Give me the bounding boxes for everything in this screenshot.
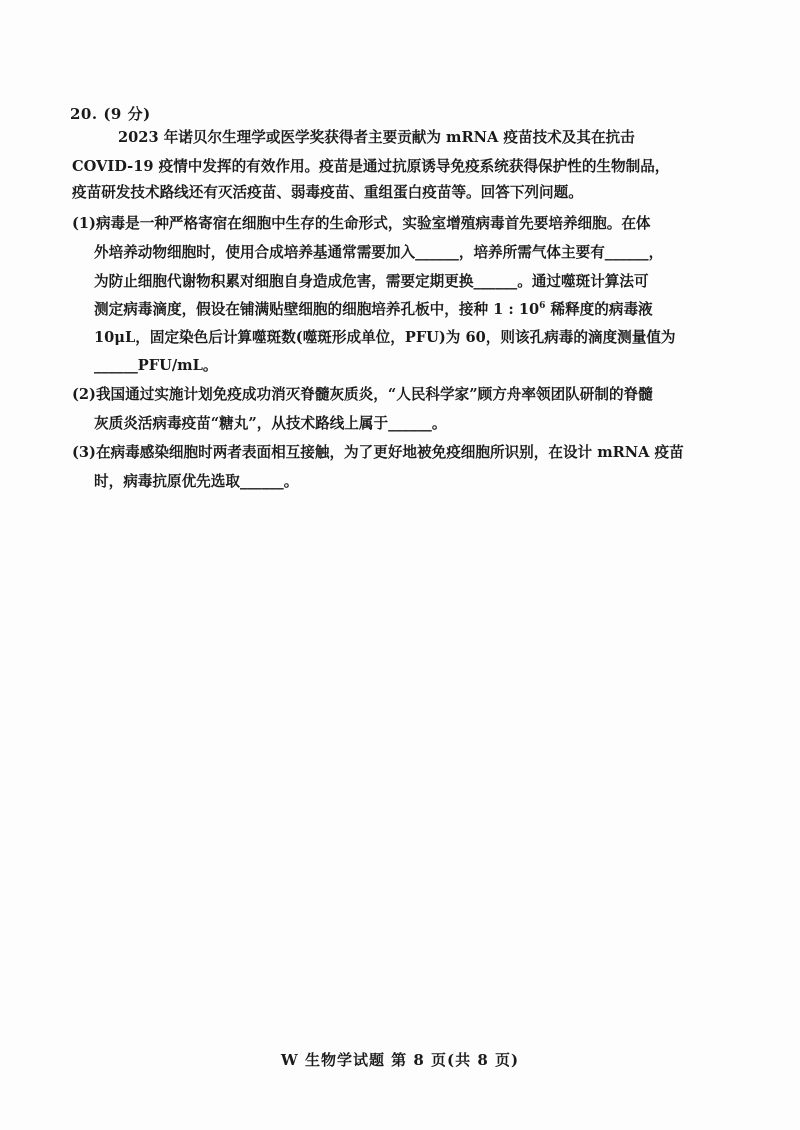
question-number: 20. (9 分)	[70, 105, 151, 123]
part1-line-4-text: 测定病毒滴度，假设在铺满贴壁细胞的细胞培养孔板中，接种 1 : 10	[94, 301, 540, 318]
dilution-exponent: 6	[539, 301, 546, 312]
part3-line-2: 时，病毒抗原优先选取______。	[94, 473, 299, 490]
part1-line-2: 外培养动物细胞时，使用合成培养基通常需要加入______，培养所需气体主要有______，	[94, 244, 664, 261]
part1-line-1: (1)病毒是一种严格寄宿在细胞中生存的生命形式，实验室增殖病毒首先要培养细胞。在体	[72, 215, 651, 232]
part1-line-6: ______PFU/mL。	[94, 357, 218, 374]
part2-line-1: (2)我国通过实施计划免疫成功消灭脊髓灰质炎，“人民科学家”顾方舟率领团队研制的脊髓	[72, 386, 653, 403]
intro-line-2: COVID-19 疫情中发挥的有效作用。疫苗是通过抗原诱导免疫系统获得保护性的生物制品，	[72, 158, 670, 175]
intro-line-3: 疫苗研发技术路线还有灭活疫苗、弱毒疫苗、重组蛋白疫苗等。回答下列问题。	[72, 184, 583, 201]
part3-line-1: (3)在病毒感染细胞时两者表面相互接触，为了更好地被免疫细胞所识别，在设计 mRNA 疫苗	[72, 444, 684, 461]
part1-line-4	[94, 300, 653, 320]
intro-line-1: 2023 年诺贝尔生理学或医学奖获得者主要贡献为 mRNA 疫苗技术及其在抗击	[118, 129, 635, 146]
part1-line-4-tail: 稀释度的病毒液	[545, 301, 653, 318]
part1-line-3: 为防止细胞代谢物积累对细胞自身造成危害，需要定期更换______。通过噬斑计算法可	[94, 273, 649, 290]
part1-line-5: 10μL，固定染色后计算噬斑数(噬斑形成单位，PFU)为 60，则该孔病毒的滴度测量值为	[94, 329, 676, 346]
page-footer: W 生物学试题 第 8 页(共 8 页)	[280, 1051, 520, 1069]
part2-line-2: 灰质炎活病毒疫苗“糖丸”，从技术路线上属于______。	[94, 415, 447, 432]
